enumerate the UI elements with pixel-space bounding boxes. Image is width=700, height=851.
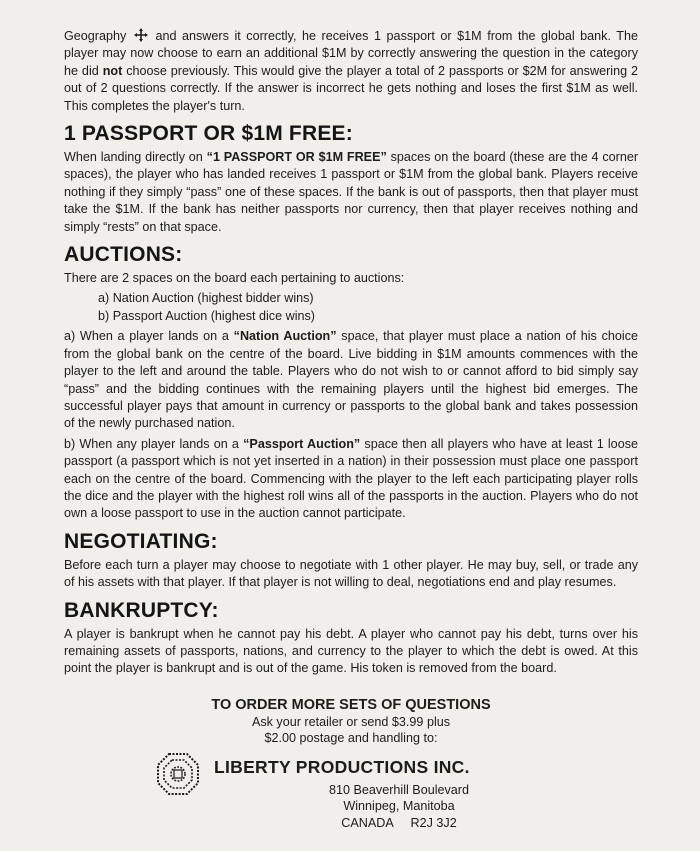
- passport-heading: 1 PASSPORT OR $1M FREE:: [64, 122, 353, 146]
- address-line: 810 Beaverhill Boulevard: [328, 782, 470, 797]
- company-block: [64, 750, 638, 842]
- order-section: [64, 696, 638, 842]
- passport-auction-bold: “Passport Auction”: [243, 436, 361, 451]
- order-line1: Ask your retailer or send $3.99 plus: [251, 714, 451, 729]
- passport-pre: When landing directly on: [64, 150, 203, 165]
- passport-bold: “1 PASSPORT OR $1M FREE”: [206, 150, 387, 165]
- intro-paragraph: [64, 28, 638, 115]
- intro-not: not: [102, 63, 123, 78]
- bankruptcy-paragraph: A player is bankrupt when he cannot pay his debt. A player who cannot pay his debt, turns over his remaining assets of passports, nations, and currency to the player to which the debt is owed. At this point the player is bankrupt and is out of the game. His token is removed from the board.: [64, 626, 638, 676]
- passport-auction-paragraph: [64, 436, 638, 523]
- intro-part1: Geography: [64, 29, 127, 43]
- cross-arrows-icon: [134, 28, 148, 42]
- order-line2: $2.00 postage and handling to:: [264, 730, 438, 745]
- address-line: Winnipeg, Manitoba: [343, 799, 455, 814]
- nation-auction-pre: a) When a player lands on a: [64, 329, 229, 344]
- nation-auction-post: space, that player must place a nation of his choice from the global bank on the centre of the board. Live bidding in $1M amounts commences with the player to the left and around the table. Players who do not wish to or cannot afford to bid simply say “pass” and the bidding continues with the remaining players until the highest bid emerges. The successful player pays that amount in currency or passports to the global bank and takes possession of the newly purchased nation.: [64, 329, 638, 431]
- passport-auction-pre: b) When any player lands on a: [64, 436, 239, 451]
- auction-item-b: b) Passport Auction (highest dice wins): [98, 308, 315, 323]
- rules-page: [64, 28, 638, 842]
- nation-auction-bold: “Nation Auction”: [233, 329, 337, 344]
- company-name: LIBERTY PRODUCTIONS INC.: [214, 756, 470, 777]
- passport-auction-post: space then all players who have at least 1 loose passport (a passport which is not yet inserted in a nation) in their possession must place one passport each on the centre of the board. Commencing with the player to the left each participating player rolls the dice and the player with the highest roll wins all of the passports in the auction. Players who do not own a loose passport to use in the auction cannot participate.: [64, 436, 638, 521]
- intro-part3: choose previously. This would give the player a total of 2 passports or $2M for answering 2 out of 2 questions correctly. If the answer is incorrect he gets nothing and loses the first $1M as well. This completes the player's turn.: [64, 63, 639, 113]
- nation-auction-paragraph: [64, 328, 638, 432]
- auction-item-a: a) Nation Auction (highest bidder wins): [98, 291, 314, 306]
- company-address: [64, 782, 638, 832]
- bankruptcy-heading: BANKRUPTCY:: [64, 598, 219, 622]
- intro-part2: and answers it correctly, he receives 1 passport or $1M from the global bank. The player may now choose to earn an additional $1M by correctly answering the question in the category he did: [64, 29, 639, 78]
- passport-post: spaces on the board (these are the 4 corner spaces), the player who has landed receives 1 passport or $1M from the global bank. Players receive nothing if they simply “pass” one of these spaces. If the bank is out of passports, then that player must take the $1M. If the bank has neither passports nor currency, then that player receives nothing and simply “rests” on that space.: [64, 150, 639, 234]
- negotiating-paragraph: Before each turn a player may choose to negotiate with 1 other player. He may buy, sell, or trade any of his assets with that player. If that player is not willing to deal, negotiations end and play resumes.: [64, 557, 638, 590]
- passport-paragraph: [64, 149, 638, 236]
- order-title: TO ORDER MORE SETS OF QUESTIONS: [211, 696, 491, 713]
- address-line: CANADA R2J 3J2: [341, 815, 457, 830]
- negotiating-heading: NEGOTIATING:: [64, 529, 218, 553]
- auctions-intro: There are 2 spaces on the board each pertaining to auctions:: [64, 271, 405, 286]
- auctions-heading: AUCTIONS:: [64, 243, 183, 267]
